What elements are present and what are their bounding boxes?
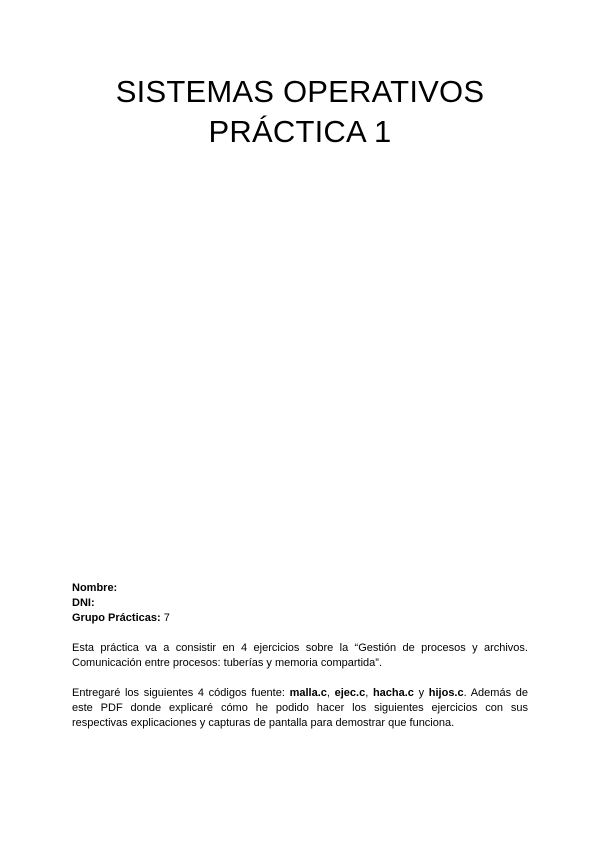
file-ejec: ejec.c	[334, 687, 366, 699]
file-hijos: hijos.c	[428, 687, 464, 699]
file-malla: malla.c	[289, 687, 327, 699]
deliverables-intro: Entregaré los siguientes 4 códigos fuente:	[72, 687, 290, 699]
title-line-subject: SISTEMAS OPERATIVOS	[115, 74, 485, 109]
nombre-line	[72, 581, 528, 596]
deliverables-rest: . Además de este PDF donde explicaré cómo he podido hacer los siguientes ejercicios con sus respectivas explicaciones y capturas de pantalla para demostrar que funciona.	[72, 687, 528, 729]
nombre-label: Nombre:	[72, 582, 118, 594]
dni-label: DNI:	[72, 597, 95, 609]
grupo-line	[72, 611, 528, 626]
document-title	[0, 72, 600, 152]
grupo-label: Grupo Prácticas:	[72, 612, 161, 624]
deliverables-paragraph	[72, 686, 528, 731]
dni-line	[72, 596, 528, 611]
intro-paragraph: Esta práctica va a consistir en 4 ejercicios sobre la “Gestión de procesos y archivos. Comunicación entre procesos: tuberías y memoria compartida”.	[72, 642, 528, 669]
sep-3: y	[413, 687, 429, 699]
title-line-practice: PRÁCTICA 1	[208, 114, 392, 149]
grupo-value: 7	[163, 612, 170, 624]
student-info-block	[72, 581, 528, 731]
sep-2: ,	[365, 687, 373, 699]
sep-1: ,	[326, 687, 335, 699]
file-hacha: hacha.c	[372, 687, 414, 699]
